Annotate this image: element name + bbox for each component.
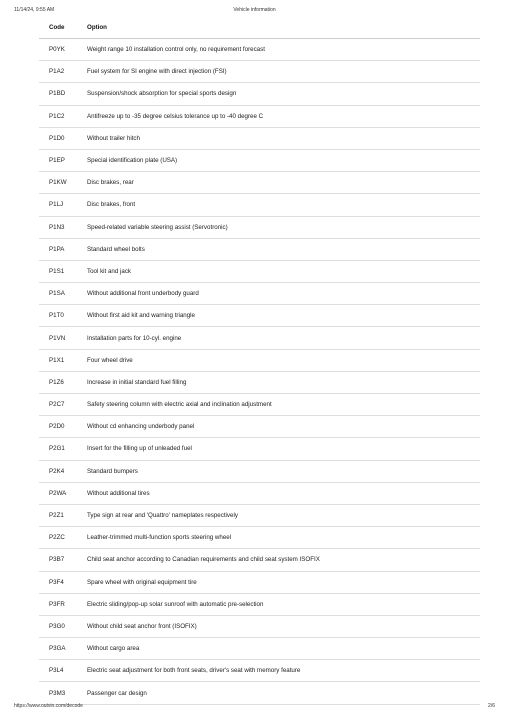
table-row xyxy=(39,61,480,83)
table-row xyxy=(39,149,480,171)
option-code: P3G0 xyxy=(39,615,77,637)
table-row xyxy=(39,305,480,327)
option-code: P0YK xyxy=(39,39,77,61)
page-number: 2/6 xyxy=(488,703,495,709)
print-header xyxy=(14,7,495,17)
option-code: P1EP xyxy=(39,149,77,171)
table-row xyxy=(39,593,480,615)
option-code: P1PA xyxy=(39,238,77,260)
option-description: Without cd enhancing underbody panel xyxy=(77,416,480,438)
option-code: P2G1 xyxy=(39,438,77,460)
option-code: P1A2 xyxy=(39,61,77,83)
option-code: P1T0 xyxy=(39,305,77,327)
option-description: Weight range 10 installation control only, no requirement forecast xyxy=(77,39,480,61)
table-row xyxy=(39,549,480,571)
option-description: Antifreeze up to -35 degree celsius tolerance up to -40 degree C xyxy=(77,105,480,127)
print-title: Vehicle information xyxy=(233,7,276,13)
option-code: P1C2 xyxy=(39,105,77,127)
table-row xyxy=(39,172,480,194)
option-description: Without cargo area xyxy=(77,638,480,660)
options-table xyxy=(39,17,480,705)
option-description: Without trailer hitch xyxy=(77,127,480,149)
option-code: P2ZC xyxy=(39,527,77,549)
option-code: P1N3 xyxy=(39,216,77,238)
option-code: P3GA xyxy=(39,638,77,660)
table-row xyxy=(39,260,480,282)
option-code: P1D0 xyxy=(39,127,77,149)
table-row xyxy=(39,660,480,682)
option-code: P1KW xyxy=(39,172,77,194)
option-description: Without additional front underbody guard xyxy=(77,283,480,305)
option-code: P1SA xyxy=(39,283,77,305)
option-code: P1LJ xyxy=(39,194,77,216)
option-description: Fuel system for SI engine with direct injection (FSI) xyxy=(77,61,480,83)
option-code: P2Z1 xyxy=(39,504,77,526)
option-description: Special identification plate (USA) xyxy=(77,149,480,171)
option-code: P3FR xyxy=(39,593,77,615)
option-description: Safety steering column with electric axial and inclination adjustment xyxy=(77,394,480,416)
table-header-row xyxy=(39,17,480,39)
table-row xyxy=(39,283,480,305)
option-description: Increase in initial standard fuel filling xyxy=(77,371,480,393)
table-row xyxy=(39,527,480,549)
print-datetime: 11/14/24, 9:55 AM xyxy=(14,7,55,13)
option-description: Passenger car design xyxy=(77,682,480,704)
option-code: P1X1 xyxy=(39,349,77,371)
table-row xyxy=(39,438,480,460)
option-description: Spare wheel with original equipment tire xyxy=(77,571,480,593)
option-code: P1S1 xyxy=(39,260,77,282)
table-row xyxy=(39,682,480,704)
option-description: Electric seat adjustment for both front seats, driver's seat with memory feature xyxy=(77,660,480,682)
print-url: https://www.outvin.com/decode xyxy=(14,703,83,709)
table-row xyxy=(39,216,480,238)
option-description: Leather-trimmed multi-function sports steering wheel xyxy=(77,527,480,549)
option-code: P2WA xyxy=(39,482,77,504)
option-description: Without additional tires xyxy=(77,482,480,504)
column-header-code: Code xyxy=(39,17,77,39)
option-description: Child seat anchor according to Canadian requirements and child seat system ISOFIX xyxy=(77,549,480,571)
option-description: Installation parts for 10-cyl. engine xyxy=(77,327,480,349)
option-description: Without first aid kit and warning triangle xyxy=(77,305,480,327)
table-row xyxy=(39,105,480,127)
table-row xyxy=(39,194,480,216)
option-code: P1VN xyxy=(39,327,77,349)
option-description: Standard wheel bolts xyxy=(77,238,480,260)
table-row xyxy=(39,638,480,660)
option-code: P3M3 xyxy=(39,682,77,704)
option-description: Tool kit and jack xyxy=(77,260,480,282)
table-row xyxy=(39,504,480,526)
option-description: Insert for the filling up of unleaded fuel xyxy=(77,438,480,460)
table-row xyxy=(39,482,480,504)
option-description: Electric sliding/pop-up solar sunroof with automatic pre-selection xyxy=(77,593,480,615)
option-code: P3B7 xyxy=(39,549,77,571)
option-description: Type sign at rear and 'Quattro' nameplates respectively xyxy=(77,504,480,526)
option-description: Four wheel drive xyxy=(77,349,480,371)
option-code: P3F4 xyxy=(39,571,77,593)
table-row xyxy=(39,394,480,416)
table-row xyxy=(39,371,480,393)
option-code: P1Z6 xyxy=(39,371,77,393)
table-row xyxy=(39,416,480,438)
option-code: P3L4 xyxy=(39,660,77,682)
option-code: P2K4 xyxy=(39,460,77,482)
table-row xyxy=(39,238,480,260)
table-row xyxy=(39,349,480,371)
option-description: Suspension/shock absorption for special sports design xyxy=(77,83,480,105)
column-header-option: Option xyxy=(77,17,480,39)
option-description: Disc brakes, rear xyxy=(77,172,480,194)
table-row xyxy=(39,615,480,637)
option-code: P1BD xyxy=(39,83,77,105)
table-row xyxy=(39,571,480,593)
option-code: P2D0 xyxy=(39,416,77,438)
option-description: Standard bumpers xyxy=(77,460,480,482)
table-row xyxy=(39,83,480,105)
option-description: Disc brakes, front xyxy=(77,194,480,216)
print-footer xyxy=(14,703,495,713)
table-row xyxy=(39,127,480,149)
table-row xyxy=(39,327,480,349)
option-description: Without child seat anchor front (ISOFIX) xyxy=(77,615,480,637)
option-code: P2C7 xyxy=(39,394,77,416)
options-table-body xyxy=(39,39,480,705)
option-description: Speed-related variable steering assist (Servotronic) xyxy=(77,216,480,238)
table-row xyxy=(39,460,480,482)
table-row xyxy=(39,39,480,61)
